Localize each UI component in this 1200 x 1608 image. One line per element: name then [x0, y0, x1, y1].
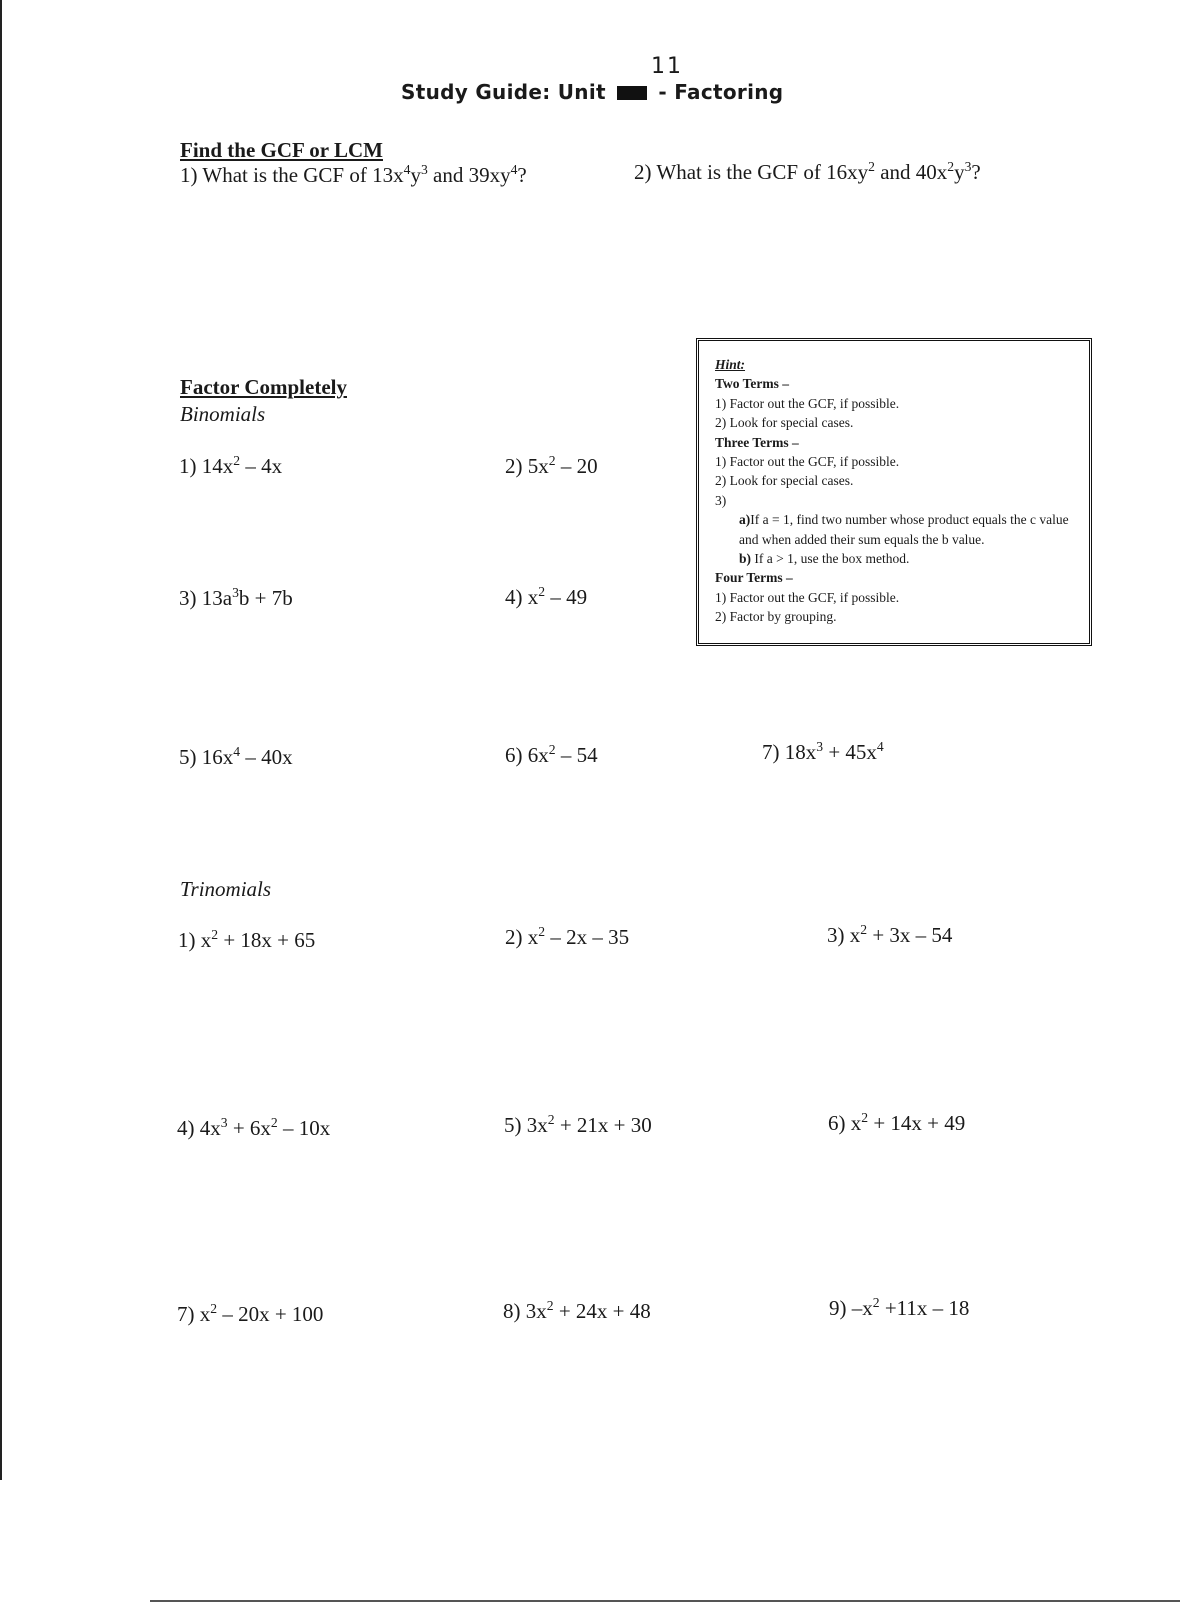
- hint-two-terms: Two Terms –: [715, 376, 790, 392]
- trinomial-problem-7: 7) $x^2 - 20x + 100$: [177, 1301, 324, 1326]
- hint-three-step-3a: a)If a = 1, find two number whose product equals the c value and when added their sum equals the b value.: [739, 512, 1069, 547]
- hint-box: [696, 338, 1092, 646]
- page-left-edge: [0, 0, 2, 1480]
- redacted-mark: [617, 86, 647, 100]
- hint-two-step-2: 2) Look for special cases.: [715, 415, 854, 431]
- hint-three-step-1: 1) Factor out the GCF, if possible.: [715, 454, 900, 470]
- trinomial-problem-6: 6) $x^2 + 14x + 49$: [828, 1110, 966, 1135]
- trinomial-problem-5: 5) $3x^2 + 21x + 30$: [504, 1112, 652, 1137]
- gcf-heading: Find the GCF or LCM: [180, 138, 383, 162]
- trinomials-label: Trinomials: [180, 877, 272, 901]
- hint-three-step-3: 3): [715, 492, 727, 508]
- binomial-problem-4: 4) $x^2 - 49$: [505, 584, 588, 609]
- binomial-problem-2: 2) $5x^2 - 20$: [505, 453, 598, 478]
- gcf-problem-2: 2) What is the GCF of $16xy^2$ and $40x^2y^3$?: [634, 159, 981, 184]
- factor-heading: Factor Completely: [180, 375, 347, 399]
- bottom-rule: [150, 1600, 1180, 1602]
- unit-number-handwritten: 11: [651, 54, 683, 79]
- gcf-problem-1: 1) What is the GCF of $13x^4y^3$ and $39xy^4$?: [180, 162, 527, 187]
- binomial-problem-5: 5) $16x^4 - 40x$: [179, 744, 293, 769]
- binomials-label: Binomials: [180, 402, 266, 426]
- trinomial-problem-1: 1) $x^2 + 18x + 65$: [178, 927, 316, 952]
- hint-title: Hint:: [715, 357, 746, 372]
- title-suffix: - Factoring: [658, 80, 784, 104]
- hint-four-step-2: 2) Factor by grouping.: [715, 609, 837, 625]
- binomial-problem-6: 6) $6x^2 - 54$: [505, 742, 598, 767]
- title-prefix: Study Guide: Unit: [401, 80, 606, 104]
- hint-four-terms: Four Terms –: [715, 570, 793, 586]
- hint-three-terms: Three Terms –: [715, 434, 799, 450]
- trinomial-problem-9: 9) $-x^2 +11x - 18$: [829, 1295, 970, 1320]
- hint-four-step-1: 1) Factor out the GCF, if possible.: [715, 589, 900, 605]
- trinomial-problem-8: 8) $3x^2 + 24x + 48$: [503, 1298, 651, 1323]
- binomial-problem-1: 1) $14x^2 - 4x$: [179, 453, 283, 478]
- binomial-problem-7: 7) $18x^3 + 45x^4$: [762, 739, 884, 764]
- page-title: [401, 80, 783, 104]
- hint-two-step-1: 1) Factor out the GCF, if possible.: [715, 395, 900, 411]
- trinomial-problem-4: 4) $4x^3 + 6x^2 - 10x$: [177, 1115, 331, 1140]
- binomial-problem-3: 3) $13a^3b + 7b$: [179, 585, 293, 610]
- trinomial-problem-3: 3) $x^2 + 3x - 54$: [827, 922, 953, 947]
- hint-three-step-3b: b) If a > 1, use the box method.: [739, 551, 910, 567]
- hint-three-step-2: 2) Look for special cases.: [715, 473, 854, 489]
- trinomial-problem-2: 2) $x^2 - 2x - 35$: [505, 924, 630, 949]
